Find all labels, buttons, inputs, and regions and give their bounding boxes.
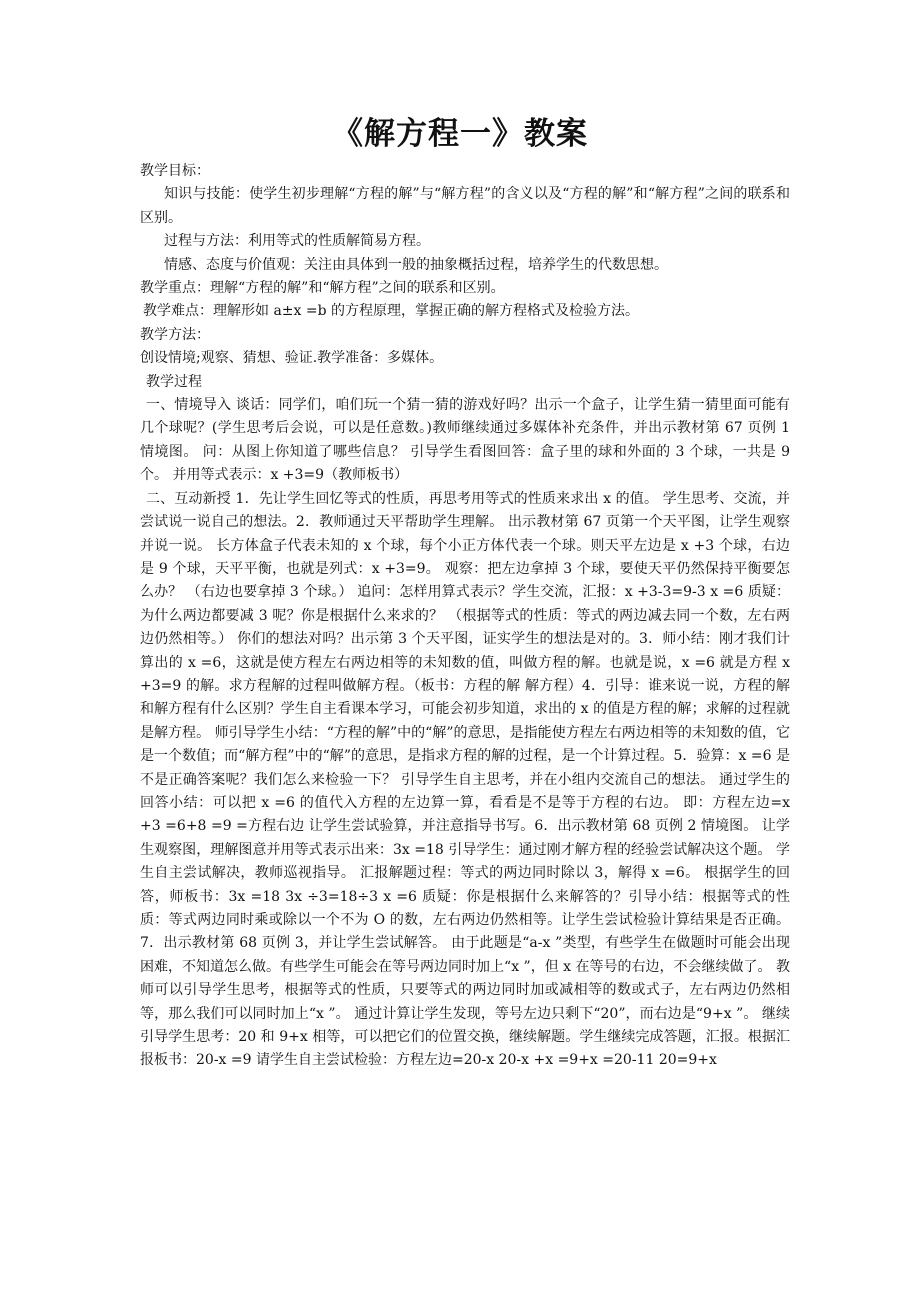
paragraph-difficulty: 教学难点：理解形如 a±x =b 的方程原理，掌握正确的解方程格式及检验方法。 <box>143 303 640 320</box>
paragraph-teaching-goals: 教学目标： <box>140 163 210 179</box>
paragraph-key-point: 教学重点：理解“方程的解”和“解方程”之间的联系和区别。 <box>140 280 505 297</box>
paragraph-teaching-method: 教学方法： <box>140 326 210 343</box>
paragraph-process-method: 过程与方法：利用等式的性质解简易方程。 <box>164 233 430 250</box>
paragraph-emotion-attitude: 情感、态度与价值观：关注由具体到一般的抽象概括过程，培养学生的代数思想。 <box>164 256 668 273</box>
document-title: 《解方程一》教案 <box>332 116 588 152</box>
paragraph-section-intro: 一、情境导入 谈话：同学们，咱们玩一个猜一猜的游戏好吗？出示一个盒子，让学生猜一猜里面可能有几个球呢？(学生思考后会说，可以是任意数。)教师继续通过多媒体补充条件，并出示教材第 67 页例 1 情境图。 问：从图上你知道了哪些信息？ 引导学生看图回答：盒子里的球和外面的 3 个球，一共是 9 个。 并用等式表示：x +3=9（教师板书） <box>140 397 790 484</box>
paragraph-method-detail: 创设情境;观察、猜想、验证.教学准备：多媒体。 <box>140 350 444 367</box>
document-body <box>140 160 790 1073</box>
paragraph-knowledge-skills: 知识与技能：使学生初步理解“方程的解”与“解方程”的含义以及“方程的解”和“解方程”之间的联系和区别。 <box>140 186 790 226</box>
paragraph-section-interactive: 二、互动新授 1．先让学生回忆等式的性质，再思考用等式的性质来求出 x 的值。 学生思考、交流，并尝试说一说自己的想法。2．教师通过天平帮助学生理解。 出示教材第 67 页第一个天平图，让学生观察并说一说。 长方体盒子代表未知的 x 个球，每个小正方体代表一个球。则天平左边是 x +3 个球，右边是 9 个球，天平平衡，也就是列式：x +3=9。 观察：把左边拿掉 3 个球，要使天平仍然保持平衡要怎么办？ （右边也要拿掉 3 个球。） 追问：怎样用算式表示？学生交流，汇报：x +3-3=9-3 x =6 质疑：为什么两边都要减 3 呢？你是根据什么来求的？ （根据等式的性质：等式的两边减去同一个数，左右两边仍然相等。） 你们的想法对吗？出示第 3 个天平图，证实学生的想法是对的。3．师小结：刚才我们计算出的 x =6，这就是使方程左右两边相等的未知数的值，叫做方程的解。也就是说，x =6 就是方程 x +3=9 的解。求方程解的过程叫做解方程。（板书：方程的解 解方程）4．引导：谁来说一说，方程的解和解方程有什么区别？学生自主看课本学习，可能会初步知道，求出的 x 的值是方程的解；求解的过程就是解方程。 师引导学生小结：“方程的解”中的“解”的意思，是指能使方程左右两边相等的未知数的值，它是一个数值；而“解方程”中的“解”的意思，是指求方程的解的过程，是一个计算过程。5．验算：x =6 是不是正确答案呢？我们怎么来检验一下？ 引导学生自主思考，并在小组内交流自己的想法。 通过学生的回答小结：可以把 x =6 的值代入方程的左边算一算，看看是不是等于方程的右边。 即：方程左边=x +3 =6+8 =9 =方程右边 让学生尝试验算，并注意指导书写。6．出示教材第 68 页例 2 情境图。 让学生观察图，理解图意并用等式表示出来：3x =18 引导学生：通过刚才解方程的经验尝试解决这个题。 学生自主尝试解决，教师巡视指导。 汇报解题过程：等式的两边同时除以 3，解得 x =6。 根据学生的回答，师板书：3x =18 3x ÷3=18÷3 x =6 质疑：你是根据什么来解答的？引导小结：根据等式的性质：等式两边同时乘或除以一个不为 O 的数，左右两边仍然相等。让学生尝试检验计算结果是否正确。7．出示教材第 68 页例 3，并让学生尝试解答。 由于此题是“a-x ”类型，有些学生在做题时可能会出现困难，不知道怎么做。有些学生可能会在等号两边同时加上“x ”，但 x 在等号的右边，不会继续做了。 教师可以引导学生思考，根据等式的性质，只要等式的两边同时加或减相等的数或式子，左右两边仍然相等，那么我们可以同时加上“x ”。 通过计算让学生发现，等号左边只剩下“20”，而右边是“9+x ”。 继续引导学生思考：20 和 9+x 相等，可以把它们的位置交换，继续解题。学生继续完成答题，汇报。根据汇报板书：20-x =9 请学生自主尝试检验：方程左边=20-x 20-x +x =9+x =20-11 20=9+x <box>140 490 790 1069</box>
paragraph-process-heading: 教学过程 <box>146 373 202 390</box>
